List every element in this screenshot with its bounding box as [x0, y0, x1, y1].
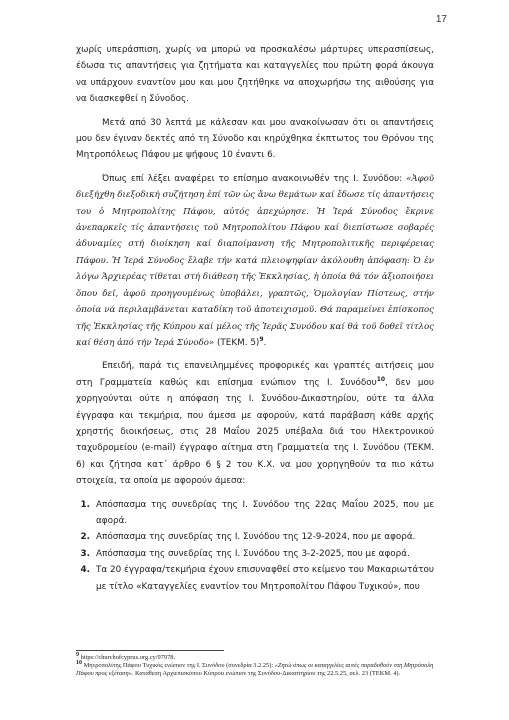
paragraph-3 — [76, 171, 434, 351]
footnote-9-number: 9 — [76, 651, 79, 658]
footnotes — [76, 651, 438, 678]
page-number: 17 — [435, 14, 447, 25]
footnote-10 — [76, 659, 438, 678]
paragraph-2: Μετά από 30 λεπτά με κάλεσαν και μου ανακοίνωσαν ότι οι απαντήσεις μου δεν έγιναν δεκτές από τη Σύνοδο και κηρύχθηκα έκπτωτος του Θρόνου της Μητροπόλεως Πάφου με ψήφους 10 έναντι 6. — [76, 117, 434, 161]
footnote-10-quote: «Ζητώ όπως οι καταγγελίες αυτές παραδοθούν στη Μητρόπολη Πάφου προς εξέταση» — [76, 662, 434, 678]
paragraph-4-part-1: Επειδή, παρά τις επανειλημμένες προφορικές και γραπτές αιτήσεις μου στη Γραμματεία καθώς και επίσημα ενώπιον της Ι. Συνόδου — [76, 361, 434, 388]
list-item: 1. Απόσπασμα της συνεδρίας της Ι. Συνόδου της 22ας Μαΐου 2025, που με αφορά. — [93, 497, 434, 530]
paragraph-3-end: . — [263, 337, 267, 348]
paragraph-3-intro: Όπως επί λέξει αναφέρει το επίσημο ανακοινωθέν της Ι. Συνόδου: — [102, 173, 407, 184]
footnote-10-text-a: Μητροπολίτης Πάφου Τυχικός ενώπιον της Ι. Συνόδου (συνεδρία 3.2.25): — [82, 662, 275, 670]
footnote-ref-10: 10 — [376, 375, 386, 383]
footnote-9-link[interactable]: https://churchofcyprus.org.cy/97978. — [79, 654, 176, 661]
footnote-10-number: 10 — [76, 659, 82, 666]
footnote-divider — [76, 650, 224, 651]
footnote-9 — [76, 651, 438, 662]
list-item: 3. Απόσπασμα της συνεδρίας της Ι. Συνόδου της 3-2-2025, που με αφορά. — [93, 546, 434, 562]
paragraph-3-reference: (ΤΕΚΜ. 5) — [214, 337, 260, 348]
requested-documents-list — [76, 497, 434, 595]
paragraph-4 — [76, 358, 434, 489]
paragraph-4-part-2: , δεν μου χορηγούνται ούτε η απόφαση της Ι. Συνόδου-Δικαστηρίου, ούτε τα άλλα έγγραφα και τεκμήρια, που άμεσα με αφορούν, κατά παράβαση κάθε αρχής χρηστής διοικήσεως, στις 28 Μαΐου 2025 υπέβαλα διά του Ηλεκτρονικού ταχυδρομείου (e-mail) έγγραφο αίτημα στη Γραμματεία της Ι. Συνόδου (ΤΕΚΜ. 6) και ζήτησα κατ΄ άρθρο 6 § 2 του Κ.Χ. να μου χορηγηθούν τα πιο κάτω στοιχεία, τα οποία με αφορούν άμεσα: — [76, 377, 434, 487]
synod-announcement-quote: «Ἀφοῦ διεξήχθη διεξοδική συζήτηση ἐπί τῶν ὡς ἄνω θεμάτων καί ἔδωσε τίς ἀπαντήσεις του ὁ Μητροπολίτης Πάφου, αὐτός ἀπεχώρησε. Ἡ Ἱερά Σύνοδος ἔκρινε ἀνεπαρκεῖς τίς ἀπαντήσεις τοῦ Μητροπολίτου Πάφου καί διεπίστωσε σοβαρές ἀδυναμίες στή διοίκηση καί διαποίμανση τῆς Μητροπολιτικῆς περιφέρειας Πάφου. Ἡ Ἱερά Σύνοδος ἔλαβε τήν κατά πλειοψηφίαν ἀκόλουθη ἀπόφαση: Ὁ ἐν λόγω Ἀρχιερέας τίθεται στή διάθεση τῆς Ἐκκλησίας, ἡ ὁποία θά τόν ἀξιοποιήσει ὅπου δεῖ, ἀφοῦ προηγουμένως ὑποβάλει, γραπτῶς, Ὁμολογίαν Πίστεως, στήν ὁποία νά περιλαμβάνεται καταδίκη τοῦ ἀποτειχισμοῦ. Θά παραμείνει ἐπίσκοπος τῆς Ἐκκλησίας τῆς Κύπρου καί μέλος τῆς Ἱερᾶς Συνόδου καί θά τοῦ δοθεῖ τίτλος καί θέση ἀπό τήν Ἱερά Σύνοδο» — [76, 173, 434, 348]
body-text — [76, 42, 434, 595]
footnote-ref-9: 9 — [259, 335, 264, 343]
footnote-10-text-b: . Κατάθεση Αρχιεπισκόπου Κύπρου ενώπιον της Συνόδου-Δικαστηρίου της 22.5.25, σελ. 23 (ΤΕΚΜ. 4). — [131, 670, 401, 678]
list-item: 2. Απόσπασμα της συνεδρίας της Ι. Συνόδου της 12-9-2024, που με αφορά. — [93, 529, 434, 545]
list-item: 4. Τα 20 έγγραφα/τεκμήρια έχουν επισυναφθεί στο κείμενο του Μακαριωτάτου με τίτλο «Καταγγελίες εναντίον του Μητροπολίτου Πάφου Τυχικού», που — [93, 562, 434, 595]
paragraph-1: χωρίς υπεράσπιση, χωρίς να μπορώ να προσκαλέσω μάρτυρες υπερασπίσεως, έδωσα τις απαντήσεις για ζητήματα και καταγγελίες που πρώτη φορά άκουγα να υπάρχουν εναντίον μου και μου ζητήθηκε να αποχωρήσω της αιθούσης για να διασκεφθεί η Σύνοδος. — [76, 45, 434, 105]
